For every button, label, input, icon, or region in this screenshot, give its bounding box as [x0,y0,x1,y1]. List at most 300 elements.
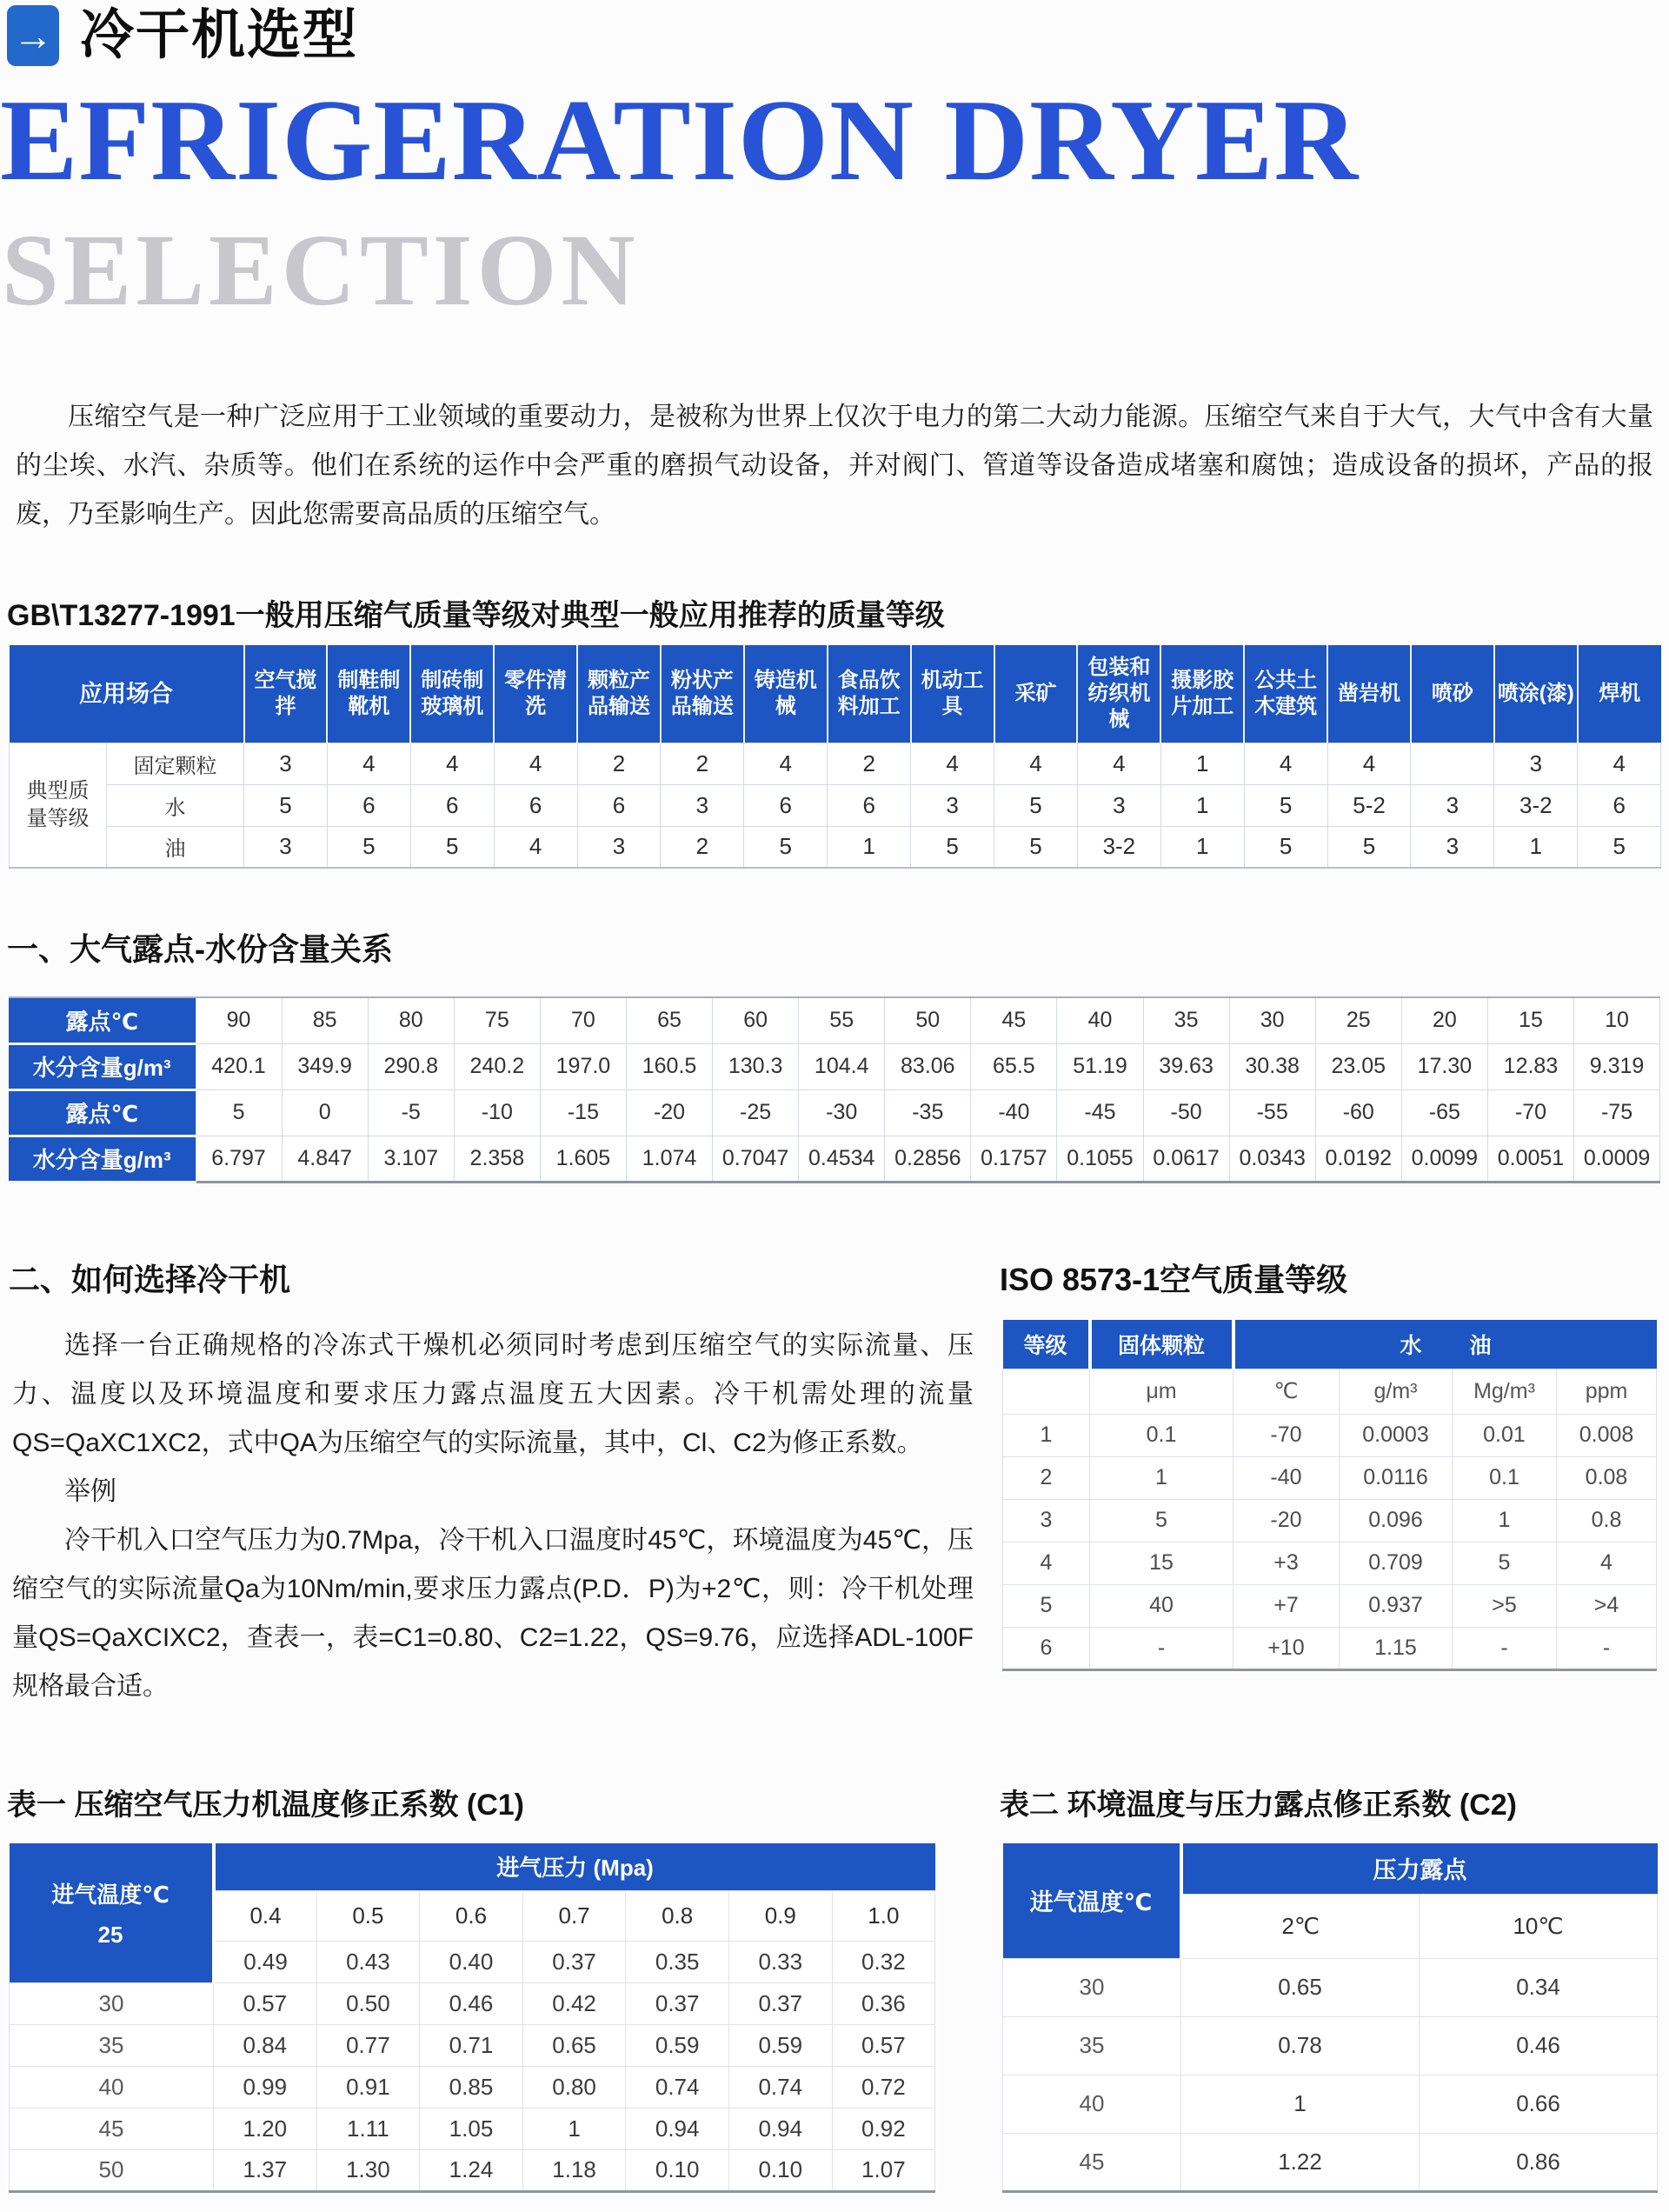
page-title: 冷干机选型 [80,5,359,65]
cell: 1 [1160,826,1244,868]
cell: 60 [713,997,799,1043]
cell: Mg/m³ [1453,1369,1557,1414]
cell: 0.91 [316,2066,420,2108]
cell: 3 [1494,743,1578,784]
cell: 0.0009 [1574,1136,1660,1182]
table-row [9,997,1660,1043]
cell: 5 [327,826,410,868]
cell: 空气搅拌 [244,645,328,743]
cell: 0.66 [1420,2075,1658,2133]
cell: 0.0343 [1229,1136,1315,1182]
cell [1003,1369,1090,1414]
cell: 制砖制玻璃机 [410,645,494,743]
table-row [10,2149,935,2191]
cell: 5 [244,784,328,826]
cell: 0.49 [214,1941,317,1982]
cell: 固体颗粒 [1090,1320,1233,1369]
table-row [1003,1843,1658,1894]
cell: 2 [828,743,911,784]
cell: 露点℃ [9,997,196,1043]
intro-paragraph: 压缩空气是一种广泛应用于工业领域的重要动力，是被称为世界上仅次于电力的第二大动力能源。压缩空气来自于大气，大气中含有大量的尘埃、水汽、杂质等。他们在系统的运作中会严重的磨损气动设备，并对阀门、管道等设备造成堵塞和腐蚀；造成设备的损坏，产品的报废，乃至影响生产。因此您需要高品质的压缩空气。 [16,403,1653,529]
cell: 0.85 [420,2066,523,2108]
cell: 包装和纺织机械 [1077,645,1160,743]
cell: 1.15 [1340,1627,1453,1669]
cell: 420.1 [196,1043,282,1089]
cell: 0.74 [728,2066,832,2108]
cell: 1.0 [832,1890,935,1941]
cell: 制鞋制靴机 [327,645,410,743]
cell: 4 [494,826,577,868]
cell: +3 [1233,1542,1340,1584]
cell: 45 [1003,2133,1181,2191]
section2-body [12,1322,974,1711]
cell: 凿岩机 [1327,645,1411,743]
cell: 83.06 [885,1043,971,1089]
cell: 0.5 [316,1890,420,1941]
table-row [10,2024,935,2066]
cell: 0.34 [1420,1958,1658,2016]
cell: 6 [494,784,577,826]
cell: -55 [1229,1089,1315,1136]
cell: 压力露点 [1181,1843,1658,1894]
cell: 0.1 [1453,1456,1557,1499]
cell: 3 [1411,784,1494,826]
table-row [1003,1542,1657,1584]
cell: 0.36 [832,1982,935,2024]
table-row [10,1982,935,2024]
table-row [1003,1499,1657,1542]
cell: 55 [799,997,885,1043]
table-row [1003,1584,1657,1627]
cell: 公共土木建筑 [1244,645,1327,743]
table-row [9,1136,1660,1182]
cell: 0.84 [214,2024,317,2066]
cell: -40 [1233,1456,1340,1499]
cell: 0.94 [626,2108,729,2149]
cell [10,1843,214,1982]
cell: 露点℃ [9,1089,196,1136]
cell: 0.59 [626,2024,729,2066]
table-row [9,1043,1660,1089]
cell: 35 [10,2024,214,2066]
cell: 0.1757 [971,1136,1057,1182]
cell: 进气压力 (Mpa) [214,1843,935,1890]
cell: 0.4534 [799,1136,885,1182]
cell: 0.46 [420,1982,523,2024]
cell: 4 [1578,743,1661,784]
cell: 固定颗粒 [107,743,244,784]
cell: 采矿 [994,645,1078,743]
cell: 4 [1077,743,1160,784]
cell: 5 [410,826,494,868]
cell: 0.86 [1420,2133,1658,2191]
cell: 5 [1244,784,1327,826]
cell: 摄影胶片加工 [1160,645,1244,743]
cell: -45 [1057,1089,1143,1136]
cell: 85 [282,997,368,1043]
cell: 3 [1003,1499,1090,1542]
cell: 4 [1327,743,1411,784]
cell: 典型质量等级 [10,743,107,868]
cell: 10 [1574,997,1660,1043]
cell: 1.24 [420,2149,523,2191]
page-header [7,5,358,66]
cell: 1 [1494,826,1578,868]
title-english: EFRIGERATION DRYER [0,76,1360,204]
cell: 6.797 [196,1136,282,1182]
cell: 水分含量g/m³ [9,1136,196,1182]
cell: 30 [1003,1958,1181,2016]
cell: 30 [10,1982,214,2024]
cell: 0.8 [626,1890,729,1941]
cell: 等级 [1003,1320,1090,1369]
cell: 0.096 [1340,1499,1453,1542]
cell: 1 [522,2108,626,2149]
cell: -50 [1143,1089,1229,1136]
cell: 0.42 [522,1982,626,2024]
table-row [10,2108,935,2149]
cell: 75 [454,997,540,1043]
cell: 2 [577,743,661,784]
cell: -10 [454,1089,540,1136]
cell: 45 [10,2108,214,2149]
cell: 6 [327,784,410,826]
cell: 1.11 [316,2108,420,2149]
cell: 3-2 [1077,826,1160,868]
cell: 90 [196,997,282,1043]
cell: μm [1090,1369,1233,1414]
cell: 4 [994,743,1078,784]
selection-paragraph: 选择一台正确规格的冷冻式干燥机必须同时考虑到压缩空气的实际流量、压力、温度以及环境温度和要求压力露点温度五大因素。冷干机需处理的流量QS=QaXC1XC2，式中QA为压缩空气的实际流量，其中，Cl、C2为修正系数。 [12,1331,974,1457]
cell: 5 [1090,1499,1233,1542]
cell: -20 [1233,1499,1340,1542]
cell: 水分含量g/m³ [9,1043,196,1089]
cell: 0.94 [728,2108,832,2149]
cell: 3 [577,826,661,868]
cell [1411,743,1494,784]
cell: 0.57 [832,2024,935,2066]
cell: 0.1055 [1057,1136,1143,1182]
cell: 0.50 [316,1982,420,2024]
cell: 1.18 [522,2149,626,2191]
cell: 5 [1453,1542,1557,1584]
c1-table-title: 表一 压缩空气压力机温度修正系数 (C1) [7,1789,524,1822]
table-row [10,826,1661,868]
cell: 2.358 [454,1136,540,1182]
cell: - [1090,1627,1233,1669]
cell: 23.05 [1315,1043,1401,1089]
cell: 1.30 [316,2149,420,2191]
cell: 0 [282,1089,368,1136]
cell: 0.10 [728,2149,832,2191]
cell: 0.6 [420,1890,523,1941]
cell: 6 [410,784,494,826]
cell: 104.4 [799,1043,885,1089]
cell: 焊机 [1578,645,1661,743]
cell: 160.5 [626,1043,712,1089]
cell: 12.83 [1487,1043,1573,1089]
cell: 1.074 [626,1136,712,1182]
cell: 0.0116 [1340,1456,1453,1499]
cell: 5 [744,826,828,868]
cell: 0.0192 [1315,1136,1401,1182]
cell: 3-2 [1494,784,1578,826]
cell: 1.20 [214,2108,317,2149]
cell: 3 [1411,826,1494,868]
cell: 0.08 [1557,1456,1657,1499]
cell: >4 [1557,1584,1657,1627]
gb-table-title: GB\T13277-1991一般用压缩气质量等级对典型一般应用推荐的质量等级 [7,599,945,632]
cell: 6 [577,784,661,826]
cell: 0.37 [522,1941,626,1982]
cell: 1 [828,826,911,868]
cell: 5 [1003,1584,1090,1627]
cell: 1.05 [420,2108,523,2149]
cell: 5 [1244,826,1327,868]
cell: 1 [1160,784,1244,826]
section1-title: 一、大气露点-水份含量关系 [7,931,393,967]
cell: 45 [971,997,1057,1043]
cell: 20 [1401,997,1487,1043]
cell: 1.37 [214,2149,317,2191]
cell: 0.65 [522,2024,626,2066]
cell: 0.9 [728,1890,832,1941]
cell: 0.80 [522,2066,626,2108]
cell: 粉状产品输送 [661,645,744,743]
cell: 349.9 [282,1043,368,1089]
cell: 4.847 [282,1136,368,1182]
cell: 30.38 [1229,1043,1315,1089]
table-row [1003,1627,1657,1669]
cell: 80 [368,997,454,1043]
cell: 0.32 [832,1941,935,1982]
example-paragraph: 冷干机入口空气压力为0.7Mpa，冷干机入口温度时45℃，环境温度为45℃，压缩空气的实际流量Qa为10Nm/min,要求压力露点(P.D．P)为+2℃，则：冷干机处理量QS=QaXCIXC2，查表一，表=C1=0.80、C2=1.22，QS=9.76，应选择ADL-100F规格最合适。 [12,1526,974,1701]
cell: 15 [1090,1542,1233,1584]
cell: 0.10 [626,2149,729,2191]
cell: 喷涂(漆) [1494,645,1578,743]
cell: 6 [744,784,828,826]
cell: 油 [107,826,244,868]
table-row [1003,1958,1658,2016]
cell: -30 [799,1089,885,1136]
table-row [10,743,1661,784]
cell: ppm [1557,1369,1657,1414]
cell: 25 [1315,997,1401,1043]
cell: 240.2 [454,1043,540,1089]
cell: -65 [1401,1089,1487,1136]
cell: -75 [1574,1089,1660,1136]
cell: 40 [1057,997,1143,1043]
cell: 4 [744,743,828,784]
cell: 1.07 [832,2149,935,2191]
cell: 6 [1003,1627,1090,1669]
cell: 3 [1077,784,1160,826]
cell: -70 [1233,1414,1340,1456]
cell: 4 [1244,743,1327,784]
cell: 0.43 [316,1941,420,1982]
cell: 0.71 [420,2024,523,2066]
cell: 39.63 [1143,1043,1229,1089]
dewpoint-table [9,996,1660,1183]
cell: +10 [1233,1627,1340,1669]
cell: 70 [540,997,626,1043]
cell: 水 [107,784,244,826]
cell: 0.709 [1340,1542,1453,1584]
cell: 零件清洗 [494,645,577,743]
cell: 10℃ [1420,1894,1658,1958]
cell: 6 [1578,784,1661,826]
cell: -70 [1487,1089,1573,1136]
cell: +7 [1233,1584,1340,1627]
cell: 130.3 [713,1043,799,1089]
cell: 0.46 [1420,2016,1658,2075]
example-label: 举例 [64,1477,116,1506]
cell: 30 [1229,997,1315,1043]
table-row [1003,1414,1657,1456]
table-row [10,784,1661,826]
cell: 5 [196,1089,282,1136]
iso-quality-table [1002,1320,1657,1671]
cell: 40 [1090,1584,1233,1627]
cell: 50 [885,997,971,1043]
cell: 65 [626,997,712,1043]
cell: 0.78 [1181,2016,1420,2075]
cell: ℃ [1233,1369,1340,1414]
cell: 5 [994,826,1078,868]
cell: 35 [1003,2016,1181,2075]
cell: 食品饮料加工 [828,645,911,743]
cell: -5 [368,1089,454,1136]
cell: 5 [911,826,994,868]
cell: 0.37 [626,1982,729,2024]
cell: 3 [244,743,328,784]
cell: 2 [661,743,744,784]
cell: 1.22 [1181,2133,1420,2191]
table-row [10,1843,935,1890]
c2-table-title: 表二 环境温度与压力露点修正系数 (C2) [1000,1789,1517,1822]
iso-table-title: ISO 8573-1空气质量等级 [1000,1262,1348,1297]
cell: 0.0617 [1143,1136,1229,1182]
subtitle-english: SELECTION [2,213,640,327]
cell: 5-2 [1327,784,1411,826]
cell: 197.0 [540,1043,626,1089]
cell: -25 [713,1089,799,1136]
cell: 0.0099 [1401,1136,1487,1182]
cell: 0.01 [1453,1414,1557,1456]
cell: 1 [1160,743,1244,784]
cell: 0.937 [1340,1584,1453,1627]
cell: 40 [10,2066,214,2108]
cell: 15 [1487,997,1573,1043]
cell: 9.319 [1574,1043,1660,1089]
table-row [1003,1456,1657,1499]
cell: 2℃ [1181,1894,1420,1958]
cell: 3 [244,826,328,868]
cell: 5 [1578,826,1661,868]
cell: 0.59 [728,2024,832,2066]
cell: 4 [911,743,994,784]
cell: 0.7 [522,1890,626,1941]
cell: 51.19 [1057,1043,1143,1089]
cell: 5 [1327,826,1411,868]
cell: 0.2856 [885,1136,971,1182]
table-row [10,645,1661,743]
corner-label: 进气温度℃ [51,1881,170,1908]
cell: 3.107 [368,1136,454,1182]
cell: 0.4 [214,1890,317,1941]
cell: - [1453,1627,1557,1669]
cell: -35 [885,1089,971,1136]
cell: 水 油 [1233,1320,1657,1369]
cell: -20 [626,1089,712,1136]
cell: 3 [661,784,744,826]
cell: - [1557,1627,1657,1669]
cell: 35 [1143,997,1229,1043]
cell: 喷砂 [1411,645,1494,743]
cell: 0.0003 [1340,1414,1453,1456]
table-row [1003,2133,1658,2191]
table-row [10,2066,935,2108]
cell: 3 [911,784,994,826]
cell: 0.37 [728,1982,832,2024]
corner-temp-25: 25 [97,1921,123,1948]
cell: 颗粒产品输送 [577,645,661,743]
cell: 1 [1003,1414,1090,1456]
cell: 4 [327,743,410,784]
cell: 0.99 [214,2066,317,2108]
cell: 机动工具 [911,645,994,743]
cell: 0.1 [1090,1414,1233,1456]
cell: 铸造机械 [744,645,828,743]
cell: 2 [1003,1456,1090,1499]
cell: 0.35 [626,1941,729,1982]
cell: 290.8 [368,1043,454,1089]
cell: 0.77 [316,2024,420,2066]
cell: 5 [994,784,1078,826]
cell: -40 [971,1089,1057,1136]
cell: 1 [1090,1456,1233,1499]
cell: -60 [1315,1089,1401,1136]
cell: 0.008 [1557,1414,1657,1456]
cell: 50 [10,2149,214,2191]
table-row [9,1089,1660,1136]
cell: 4 [1557,1542,1657,1584]
cell: 0.0051 [1487,1136,1573,1182]
table-row [1003,1320,1657,1369]
cell: 17.30 [1401,1043,1487,1089]
cell: 65.5 [971,1043,1057,1089]
cell: 4 [494,743,577,784]
cell: 0.92 [832,2108,935,2149]
cell: 2 [661,826,744,868]
cell: 1.605 [540,1136,626,1182]
cell: 40 [1003,2075,1181,2133]
table-row [1003,1369,1657,1414]
cell: 1 [1181,2075,1420,2133]
table-row [1003,2075,1658,2133]
cell: 4 [1003,1542,1090,1584]
cell: 应用场合 [10,645,244,743]
cell: 0.74 [626,2066,729,2108]
table-row [1003,2016,1658,2075]
cell: 0.72 [832,2066,935,2108]
arrow-right-icon: → [7,5,59,66]
cell: 0.33 [728,1941,832,1982]
cell: g/m³ [1340,1369,1453,1414]
cell: 0.65 [1181,1958,1420,2016]
c1-correction-table [9,1843,935,2193]
cell: >5 [1453,1584,1557,1627]
